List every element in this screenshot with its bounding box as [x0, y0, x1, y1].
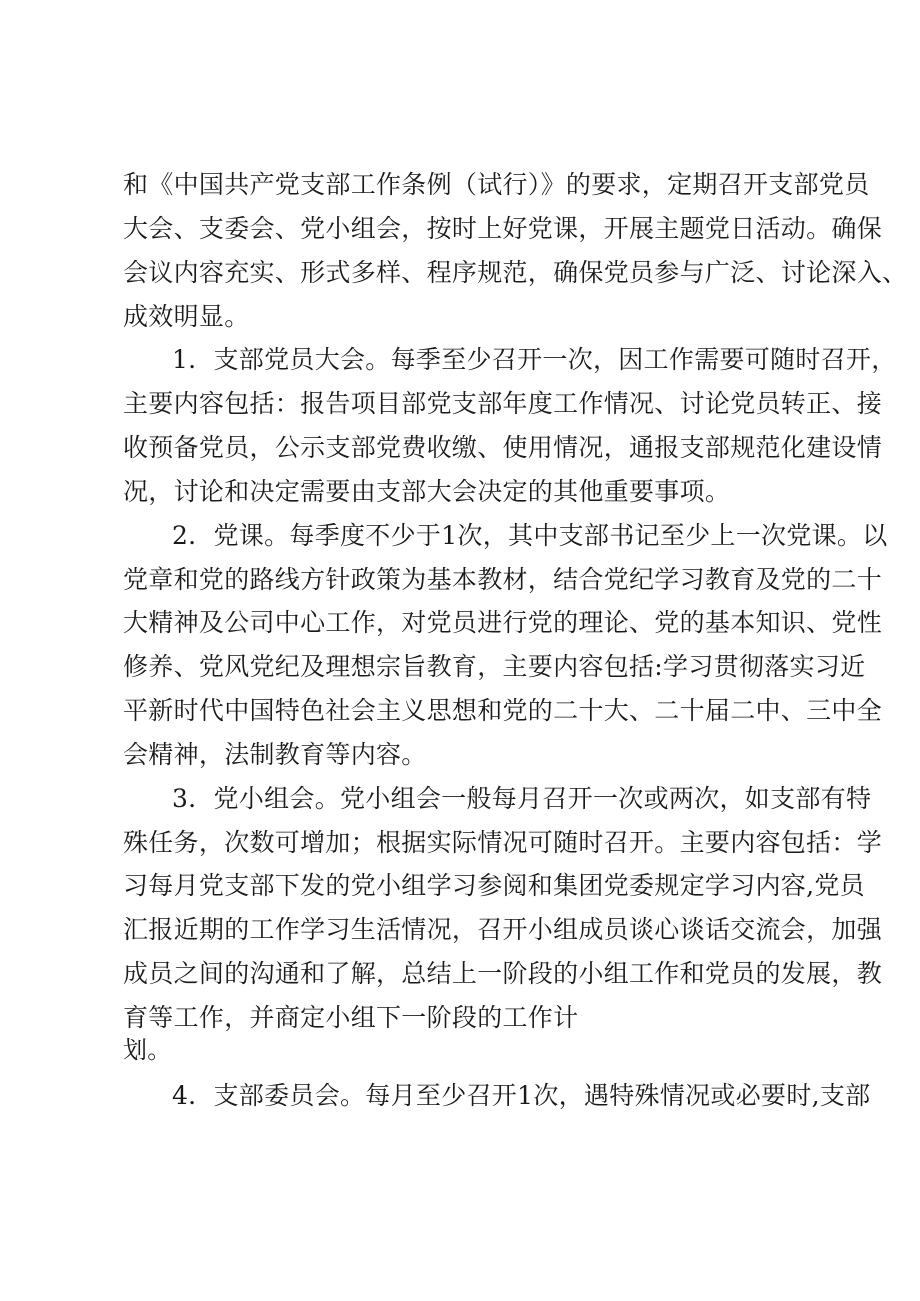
text-line: 成员之间的沟通和了解，总结上一阶段的小组工作和党员的发展，教: [123, 959, 883, 988]
text-line: 汇报近期的工作学习生活情况，召开小组成员谈心谈话交流会，加强: [123, 915, 883, 944]
text-line: 育等工作，并商定小组下一阶段的工作计: [123, 1003, 579, 1032]
text-line: 4．支部委员会。每月至少召开1次，遇特殊情况或必要时,支部: [172, 1081, 871, 1110]
text-line: 1．支部党员大会。每季至少召开一次，因工作需要可随时召开，: [172, 345, 897, 374]
text-line: 修养、党风党纪及理想宗旨教育，主要内容包括:学习贯彻落实习近: [123, 652, 866, 681]
text-line: 划。: [123, 1036, 172, 1064]
text-line: 习每月党支部下发的党小组学习参阅和集团党委规定学习内容,党员: [123, 871, 865, 900]
text-line: 平新时代中国特色社会主义思想和党的二十大、二十届二中、三中全: [123, 696, 883, 725]
text-line: 成效明显。: [123, 302, 250, 331]
text-line: 会议内容充实、形式多样、程序规范，确保党员参与广泛、讨论深入、: [123, 258, 908, 287]
text-line: 2．党课。每季度不少于1次，其中支部书记至少上一次党课。以: [172, 521, 888, 550]
text-line: 主要内容包括：报告项目部党支部年度工作情况、讨论党员转正、接: [123, 389, 883, 418]
text-line: 况，讨论和决定需要由支部大会决定的其他重要事项。: [123, 477, 731, 506]
text-line: 会精神，法制教育等内容。: [123, 740, 427, 769]
text-line: 大会、支委会、党小组会，按时上好党课，开展主题党日活动。确保: [123, 214, 883, 243]
text-line: 大精神及公司中心工作，对党员进行党的理论、党的基本知识、党性: [123, 608, 883, 637]
text-line: 收预备党员，公示支部党费收缴、使用情况，通报支部规范化建设情: [123, 433, 883, 462]
text-line: 党章和党的路线方针政策为基本教材，结合党纪学习教育及党的二十: [123, 565, 883, 594]
text-line: 3．党小组会。党小组会一般每月召开一次或两次，如支部有特: [172, 784, 872, 813]
text-line: 殊任务，次数可增加；根据实际情况可随时召开。主要内容包括：学: [123, 828, 883, 857]
text-line: 和《中国共产党支部工作条例（试行）》的要求，定期召开支部党员: [123, 170, 870, 199]
